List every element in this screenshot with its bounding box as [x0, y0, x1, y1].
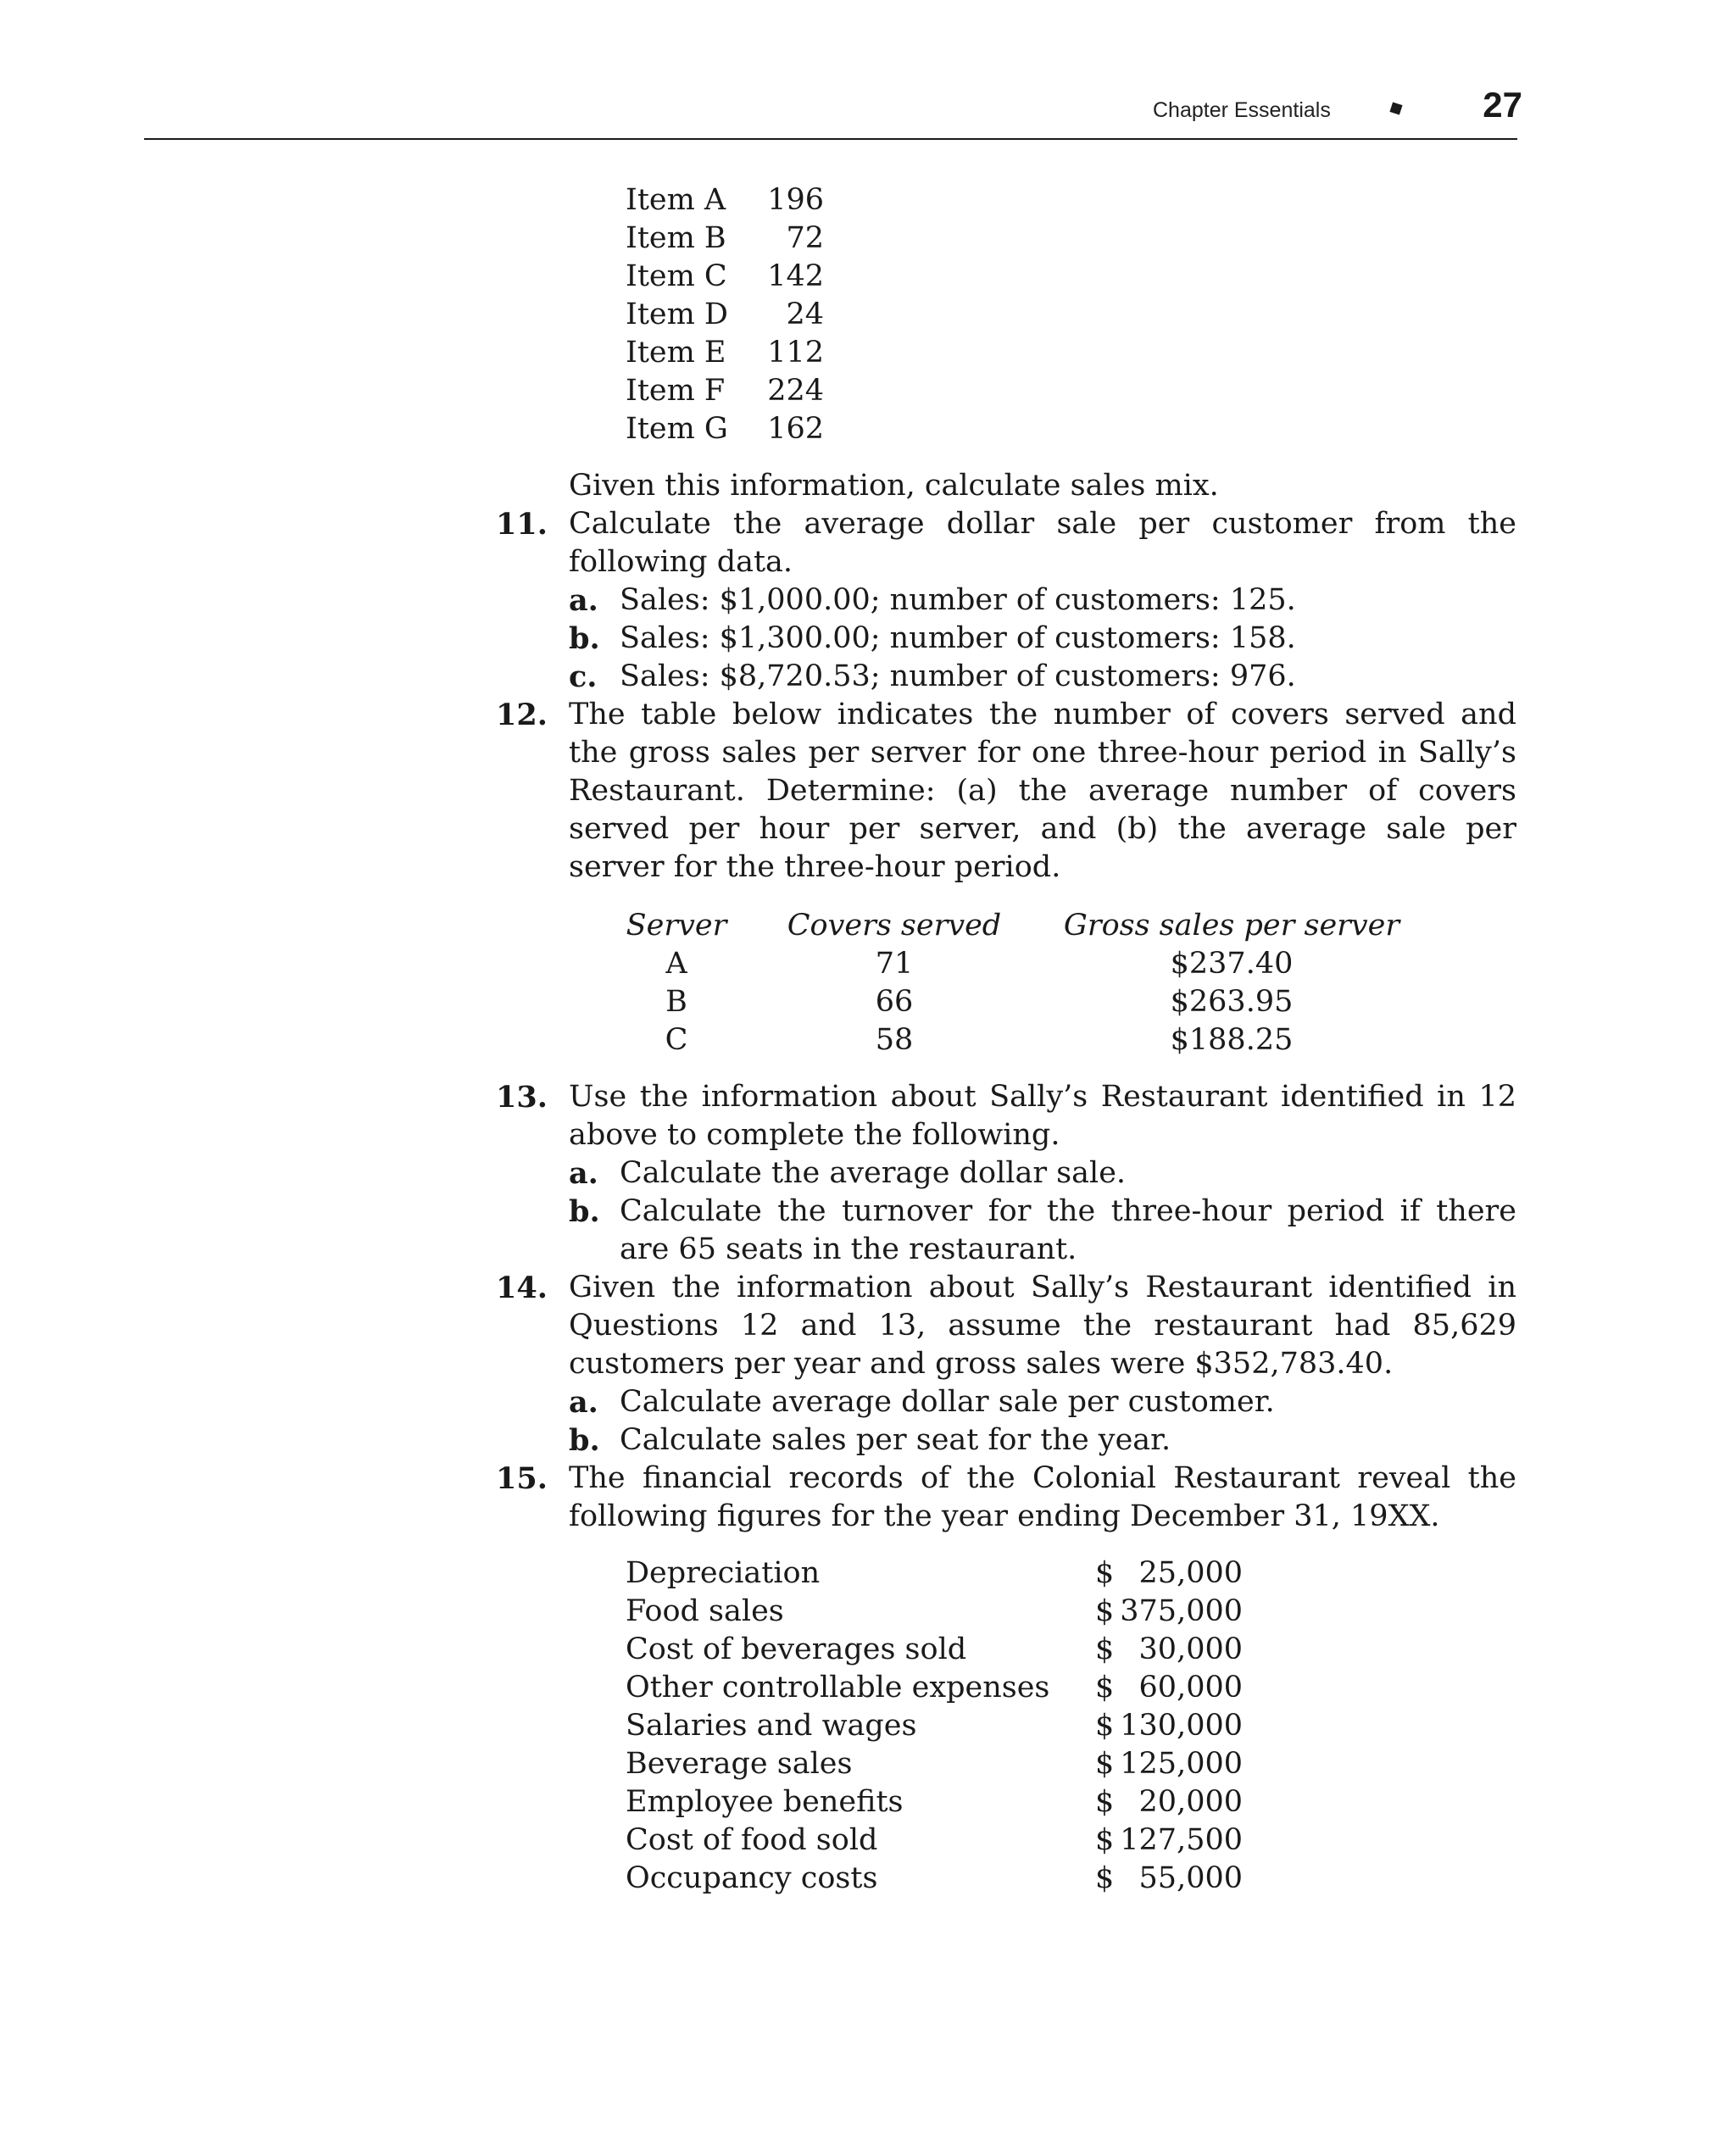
- financial-item-amount: 20,000: [1138, 1785, 1243, 1819]
- gross-sales-cell: $237.40: [1170, 947, 1294, 981]
- financial-item-label: Other controllable expenses: [626, 1671, 1050, 1704]
- q14b-label: b.: [569, 1423, 600, 1458]
- item-value: 72: [786, 221, 824, 255]
- financial-item-label: Cost of beverages sold: [626, 1632, 967, 1666]
- financial-item-label: Food sales: [626, 1594, 784, 1628]
- financial-item-amount: 60,000: [1138, 1671, 1243, 1704]
- financial-item-amount: 25,000: [1138, 1556, 1243, 1590]
- q10-instruction: Given this information, calculate sales mix.: [569, 469, 1219, 503]
- item-name: Item G: [626, 412, 728, 446]
- covers-cell: 71: [875, 947, 914, 981]
- financial-item-amount: 30,000: [1138, 1632, 1243, 1666]
- page-number: 27: [1483, 85, 1522, 125]
- q15-text: The financial records of the Colonial Restaurant reveal the following figures for the year ending December 31, 19XX.: [569, 1461, 1516, 1533]
- item-value: 24: [786, 298, 824, 331]
- gross-sales-header: Gross sales per server: [1063, 909, 1400, 943]
- q11c-text: Sales: $8,720.53; number of customers: 976.: [620, 659, 1296, 693]
- q13a-text: Calculate the average dollar sale.: [620, 1156, 1127, 1190]
- item-name: Item E: [626, 336, 726, 370]
- item-name: Item C: [626, 259, 727, 293]
- financial-item-label: Employee benefits: [626, 1785, 904, 1819]
- currency-symbol: $: [1095, 1747, 1115, 1781]
- q11b-label: b.: [569, 621, 600, 656]
- server-cell: C: [665, 1023, 688, 1057]
- currency-symbol: $: [1095, 1632, 1115, 1666]
- currency-symbol: $: [1095, 1861, 1115, 1895]
- currency-symbol: $: [1095, 1594, 1115, 1628]
- q14a-label: a.: [569, 1385, 598, 1420]
- q13b-label: b.: [569, 1194, 600, 1229]
- financial-item-label: Occupancy costs: [626, 1861, 878, 1895]
- financial-item-amount: 375,000: [1120, 1594, 1243, 1628]
- item-name: Item A: [626, 183, 726, 217]
- running-header-title: Chapter Essentials: [1153, 98, 1331, 122]
- item-value: 142: [767, 259, 824, 293]
- header-rule: [144, 138, 1517, 140]
- q13-text: Use the information about Sally’s Restaurant identified in 12 above to complete the following.: [569, 1080, 1516, 1152]
- q14-text: Given the information about Sally’s Restaurant identified in Questions 12 and 13, assume the restaurant had 85,629 customers per year and gross sales were $352,783.40.: [569, 1271, 1516, 1381]
- financial-item-label: Beverage sales: [626, 1747, 853, 1781]
- financial-item-label: Depreciation: [626, 1556, 821, 1590]
- covers-header: Covers served: [787, 909, 1002, 943]
- q11-text: Calculate the average dollar sale per customer from the following data.: [569, 507, 1516, 579]
- q11a-text: Sales: $1,000.00; number of customers: 125.: [620, 583, 1296, 617]
- financial-item-amount: 55,000: [1138, 1861, 1243, 1895]
- financial-item-amount: 130,000: [1120, 1709, 1243, 1743]
- financial-item-amount: 127,500: [1120, 1823, 1243, 1857]
- q11b-text: Sales: $1,300.00; number of customers: 158.: [620, 621, 1296, 655]
- server-cell: A: [665, 947, 687, 981]
- covers-cell: 58: [875, 1023, 914, 1057]
- item-name: Item F: [626, 374, 726, 408]
- item-name: Item D: [626, 298, 728, 331]
- currency-symbol: $: [1095, 1671, 1115, 1704]
- q12-number: 12.: [496, 698, 548, 732]
- q14a-text: Calculate average dollar sale per customer.: [620, 1385, 1275, 1419]
- item-value: 224: [767, 374, 824, 408]
- server-cell: B: [665, 985, 687, 1019]
- q15-number: 15.: [496, 1461, 548, 1496]
- currency-symbol: $: [1095, 1556, 1115, 1590]
- q11a-label: a.: [569, 583, 598, 618]
- gross-sales-cell: $188.25: [1170, 1023, 1294, 1057]
- currency-symbol: $: [1095, 1823, 1115, 1857]
- q14-number: 14.: [496, 1271, 548, 1305]
- q13a-label: a.: [569, 1156, 598, 1191]
- server-header: Server: [626, 909, 727, 943]
- financial-item-label: Cost of food sold: [626, 1823, 878, 1857]
- q11c-label: c.: [569, 659, 598, 694]
- currency-symbol: $: [1095, 1785, 1115, 1819]
- currency-symbol: $: [1095, 1709, 1115, 1743]
- financial-item-amount: 125,000: [1120, 1747, 1243, 1781]
- item-value: 162: [767, 412, 824, 446]
- q14b-text: Calculate sales per seat for the year.: [620, 1423, 1171, 1457]
- item-value: 112: [767, 336, 824, 370]
- item-name: Item B: [626, 221, 726, 255]
- q12-text: The table below indicates the number of covers served and the gross sales per server for one three-hour period in Sally’s Restaurant. Determine: (a) the average number of covers served per hour per server, and (b) the average sale per server for the three-hour period.: [569, 698, 1516, 884]
- gross-sales-cell: $263.95: [1170, 985, 1294, 1019]
- item-value: 196: [767, 183, 824, 217]
- q11-number: 11.: [496, 507, 548, 542]
- q13b-text: Calculate the turnover for the three-hour period if there are 65 seats in the restaurant.: [620, 1194, 1516, 1266]
- q13-number: 13.: [496, 1080, 548, 1115]
- financial-item-label: Salaries and wages: [626, 1709, 917, 1743]
- covers-cell: 66: [875, 985, 914, 1019]
